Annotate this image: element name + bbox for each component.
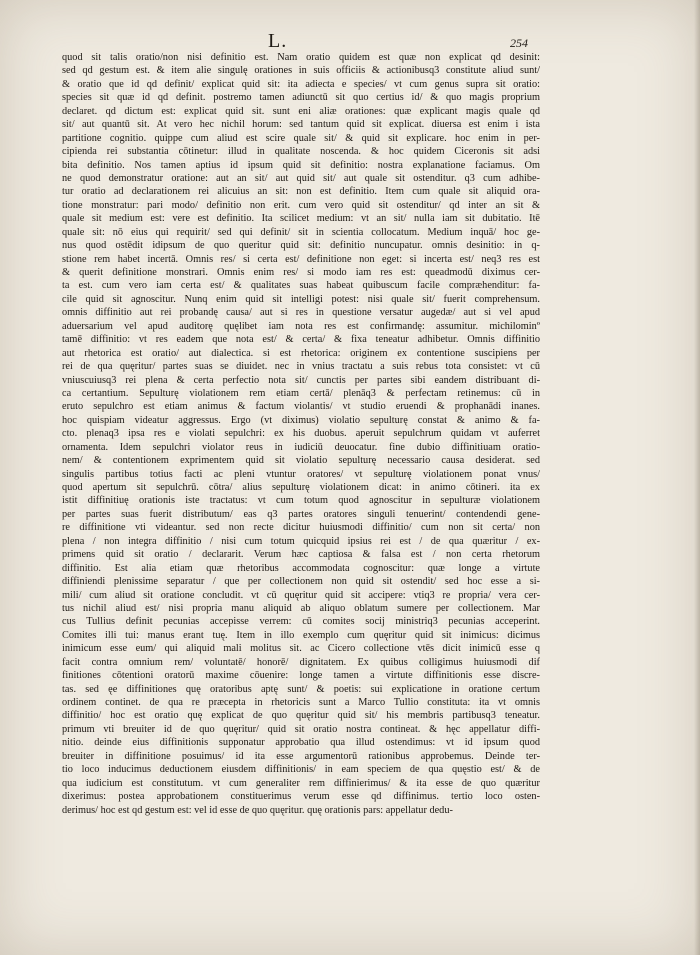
text-line: qua iudicium est constitutum. vt cum generaliter rem diffinierimus/ & ita esse de quo quæritur [62, 777, 540, 789]
text-line: sed qd gestum est. & item alie singulę orationes in suis officiis & actionibusq3 constitute aliud sunt/ [62, 65, 540, 77]
text-line: singulis partibus totius facti ac pleni vtuntur oratores/ vt sepulturę violationem ponat vnus/ [62, 468, 540, 480]
text-line: breuiter in diffinitione posuimus/ id ita esse argumentorū rationibus approbemus. Deinde ter- [62, 750, 540, 762]
text-line: nus quod ostēdit idipsum de quo queritur quid sit: definitio nuncupatur. omnis desinitio: in q- [62, 240, 540, 252]
text-line: tas. sed ęe diffinitiones quę oratoribus aptę sunt/ & poetis: sui explicatione in oratione certum [62, 683, 540, 695]
text-line: species sit quæ id qd definit. postremo tamen adiunctū sit quo certius id/ & quo magis proprium [62, 92, 540, 104]
text-line: stione rem habet incertā. Omnis res/ si certa est/ definitione non eget: si incerta est/ neq3 res est [62, 253, 540, 265]
folio-number: 254 [510, 36, 528, 50]
text-line: nitio. deinde eius diffinitionis supponatur approbatio qua illud ostendimus: vt id ipsum quod [62, 737, 540, 749]
text-line: partitione cognitio. quippe cum aliud est scire quale sit/ & quid sit explicare. hoc enim in per- [62, 132, 540, 144]
text-line: ordinem continet. de qua re præcepta in rhetoricis sunt a Marco Tullio constituta: ita vt omnis [62, 697, 540, 708]
text-line: ornamenta. Idem sepulchri violator reus in iudiciū deuocatur. fine dubio diffinitiuam oratio- [62, 441, 540, 453]
text-line: finitiones cōtentioni oratorū maxime cōuenire: longe tamen a virtute diffinitionis esse discre- [62, 670, 540, 682]
text-line: tio loco inducimus deductionem eiusdem diffinitionis/ in eam speciem de qua quęstio est/ & de [62, 764, 540, 776]
text-line: primens quid sit oratio / declararit. Verum hæc captiosa & falsa est / non certa rhetorum [62, 549, 540, 561]
text-line: primum vti breuiter id de quo quęritur/ quid sit oratio nostra contineat. & hęc appellatur diffi- [62, 723, 540, 735]
text-line: diffiniendi plenissime separatur / que per collectionem non quid sit ostendit/ sed hoc esse a si- [62, 576, 540, 588]
text-line: sit/ aut quantū sit. At vero hec nichil horum: sed tantum quid sit explicat. diuersa est enim i ista [62, 119, 540, 131]
text-line: quod sit talis oratio/non nisi definitio est. Nam oratio quidem est quæ non explicat qd desinit: [62, 52, 540, 63]
text-line: tur oratio ad declarationem rei alicuius an sit: non est definitio. Item cum quale sit aliquid ora- [62, 186, 540, 198]
text-line: cile quid sit agnoscitur. Nunq enim quid sit intelligi potest: nisi quale sit/ fuerit comprehensum. [62, 293, 540, 305]
text-line: tione monstratur: pari modo/ definitio non erit. cum vero quid sit ostenditur/ qd inter an sit & [62, 199, 540, 211]
text-line: ta est. cum vero iam certa est/ & qualitates suas habeat quibuscum facile compræhenditur: fa- [62, 280, 540, 292]
text-line: declaret. qd dictum est: explicat quid sit. sunt eni aliæ orationes: quæ explicant magis quale qd [62, 105, 540, 117]
text-line: per partes suas fuerit distributum/ eas q3 partes oratores singuli tenuerint/ contendendi gene- [62, 508, 540, 520]
text-line: vniuscuiusq3 rei plena & certa perfectio nota sit/ cunctis per partes sibi eandem distribuant di- [62, 374, 540, 386]
text-line: re diffinitione vti videantur. sed non recte dicitur huiusmodi diffinitio/ cum non sit certa/ non [62, 522, 540, 534]
text-line: & oratio que id qd definit/ explicat quid sit: ita adiecta e species/ vt cum genus supra sit oratio: [62, 78, 540, 90]
body-text-block [62, 51, 540, 817]
text-line: mili/ cum aliud sit oratione concludit. vt cū quęritur quid sit accipere: vtiq3 re propria/ vera cer- [62, 589, 540, 601]
text-line: diffinitio. Est alia etiam quæ rhetoribus accommodata cognoscitur: quæ longe a virtute [62, 562, 540, 574]
text-line: istit diffinitiuę orationis iste tractatus: vt cum totum quod agnoscitur in sepulturæ violationem [62, 495, 540, 507]
text-line: tus nichil aliud est/ nisi propria manu aliquid ab aliquo oblatum sumere per collectionem. Mar [62, 602, 540, 614]
text-line: dixerimus: postea approbationem constituerimus verum esse qd diffinimus. tertio loco osten- [62, 791, 540, 803]
text-line: diffinitio/ hoc est oratio quę explicat de quo quęritur quid sit/ his membris partibusq3 teneatur. [62, 710, 540, 722]
text-line: aut rhetorica est oratio/ aut dialectica. si est rhetorica: originem ex contentione suscipiens per [62, 347, 540, 359]
text-line: nem/ & contentionem exprimentem quid sit violatio sepulturę necessario causa desiderat. sed [62, 455, 540, 467]
text-line: derimus/ hoc est qd gestum est: vel id esse de quo quęritur. quę orationis pars: appellatur dedu- [62, 804, 453, 816]
text-line: ne quod demonstratur oratione: aut an sit/ aut quid sit/ aut quale sit ostenditur. q3 cum adhibe- [62, 172, 540, 184]
text-line: tamē diffinitio: vt res eadem que nota est/ & certa/ & fixa teneatur adhibetur. Omnis diffinitio [62, 334, 540, 346]
text-line: Comites illi tui: manus erant tuę. Item in illo exemplo cum quęritur quid sit inimicus: dicimus [62, 629, 540, 641]
text-line: ca certantium. Sepulturę violationem rem etiam certā/ plenāq3 & perfectam retinemus: cū in [62, 387, 540, 399]
text-line: quale sit: nō eius qui requirit/ sed qui definit/ sit in scientia collocatum. Medium inquā/ hoc ge- [62, 226, 540, 238]
text-line: bita definitio. Nos tamen aptius id ipsum quid sit definitio: nostra explanatione faciamus. Om [62, 159, 540, 171]
text-line: cus Tullius definit pecunias accepisse verrem: cū comites socij ministriq3 pecunias acceperint. [62, 616, 540, 628]
text-line: hoc quispiam videatur aggressus. Ergo (vt diximus) violatio sepulturę constat & animo & fa- [62, 414, 540, 426]
text-line: & querit definitione monstrari. Omnis enim res/ si modo iam res est: queadmodū diximus cer- [62, 267, 540, 278]
text-line: eruto sepulchro est etiam animus & factum violantis/ vt studio eruendi & prophanādi inanes. [62, 401, 540, 413]
text-line: quale sit medium est: vere est definitio. Ita scilicet medium: vt an sit/ nulla iam sit dubitatio. Itē [62, 213, 540, 225]
text-line: quod apertum sit sepulchrū. cōtra/ alius sepulturę violationem dicat: in animo cōtineri. ita ex [62, 482, 540, 493]
text-line: plena / non integra diffinitio / nisi cum totum quicquid ipsius rei est / de qua quæritur / ex- [62, 535, 540, 547]
text-line: cto. plenaq3 ipsa res e violati sepulchri: ex his duobus. aperuit sepulchrum quidam vt auferret [62, 428, 540, 440]
text-line: aduersarium vel apud auditorę quęlibet iam nota res est confirmandę: assumitur. michilominº [62, 320, 540, 332]
text-line: rei de qua quęritur/ partes suas se diuidet. nec in vnius tractatu a suis rebus tota consistet: vt cū [62, 361, 540, 373]
folio-letter: L. [268, 30, 288, 52]
text-line: cipienda rei substantia cōtinetur: illud in qualitate noscenda. & hoc quidem Ciceronis sit adsi [62, 146, 540, 158]
text-line: inimicum esse eum/ qui aliquid mali molitus sit. ac Cicero collectione vtēs dicit inimicū esse q [62, 643, 540, 655]
text-line: facit contra omnium rem/ voluntatē/ honorē/ dignitatem. Ex quibus colligimus huiusmodi dif [62, 656, 540, 668]
text-line: omnis diffinitio aut rei probandę causa/ aut si res in questione versatur augedæ/ aut si vel apud [62, 307, 540, 319]
